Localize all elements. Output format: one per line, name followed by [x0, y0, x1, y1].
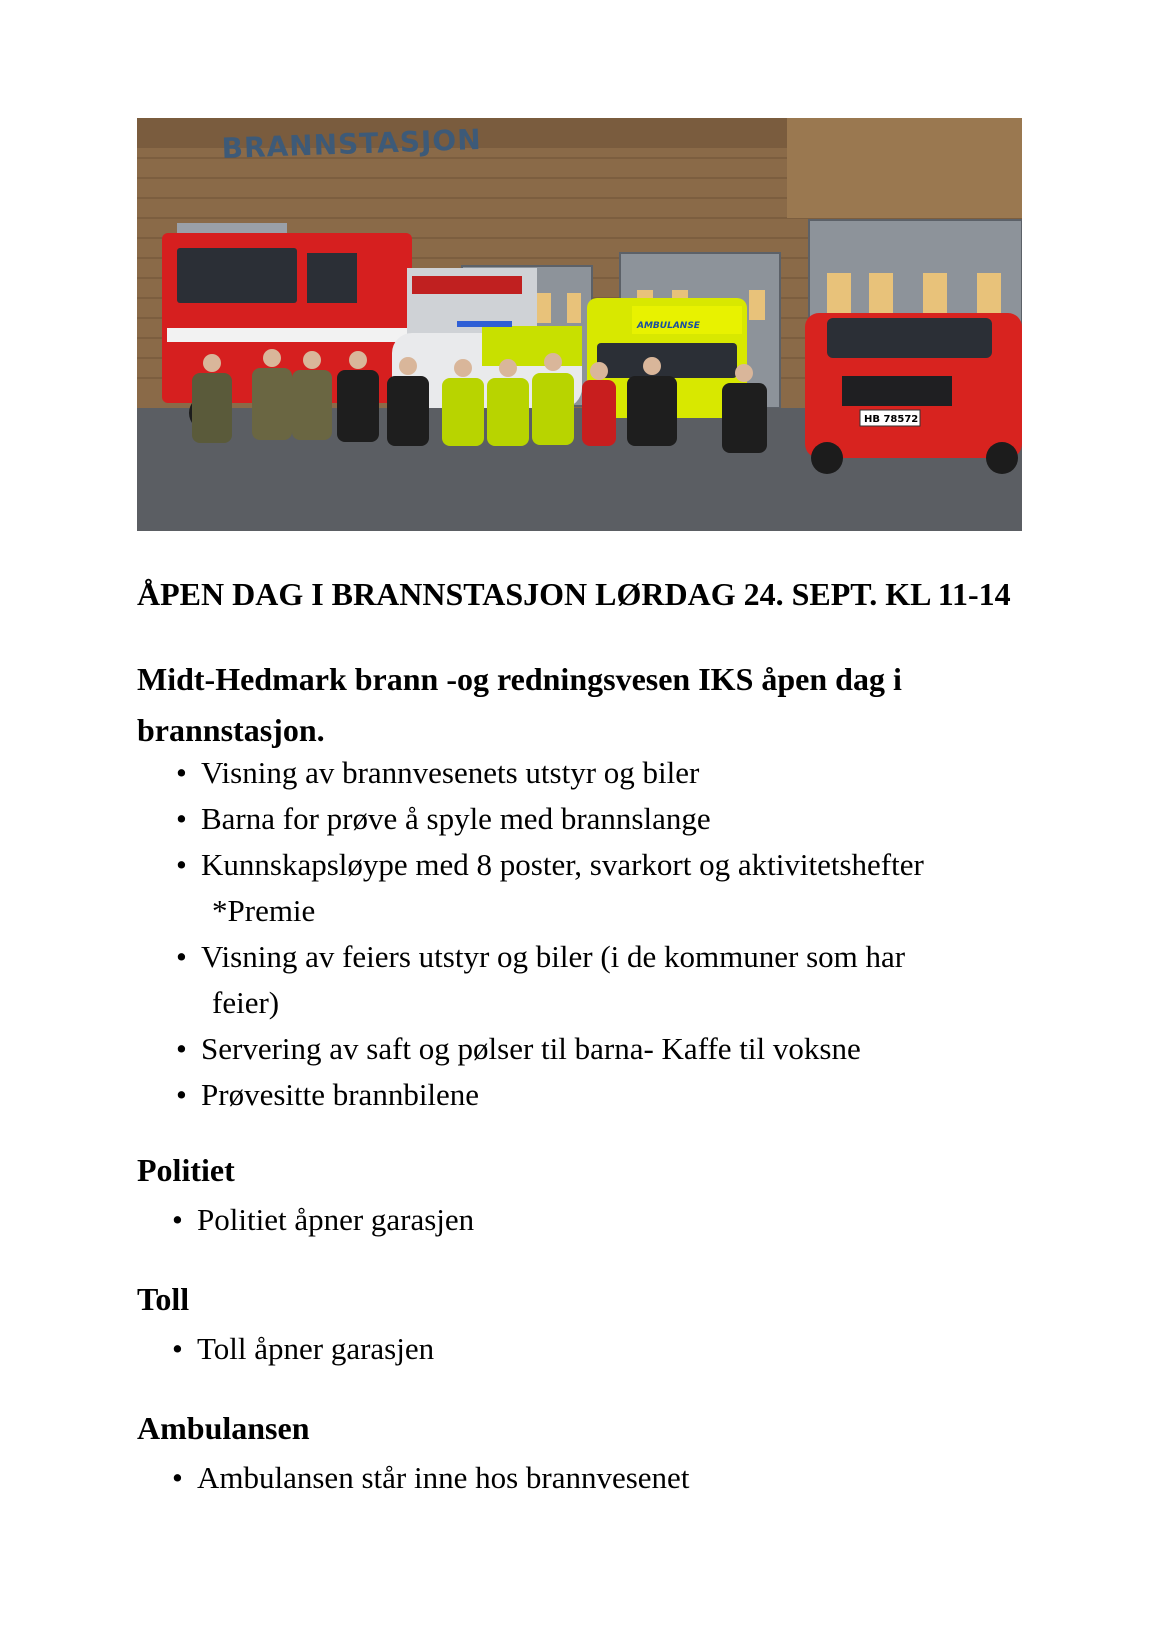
list-item-continuation: *Premie — [212, 893, 316, 928]
bullet-icon: • — [176, 847, 187, 882]
license-plate-text: HB 78572 — [864, 414, 919, 425]
bullet-icon: • — [176, 1077, 187, 1112]
bullet-icon: • — [176, 801, 187, 836]
ambulance-text: AMBULANSE — [637, 321, 700, 331]
list-item: • Visning av feiers utstyr og biler (i de kommuner som har feier) — [201, 934, 1041, 1026]
bullet-icon: • — [172, 1202, 183, 1237]
bullet-icon: • — [176, 939, 187, 974]
list-item: • Toll åpner garasjen — [197, 1326, 434, 1372]
section-heading-toll: Toll — [137, 1281, 190, 1317]
list-item: • Servering av saft og pølser til barna- Kaffe til voksne — [201, 1026, 1041, 1072]
list-item: • Kunnskapsløype med 8 poster, svarkort og aktivitetshefter *Premie — [201, 842, 1041, 934]
bullet-icon: • — [176, 755, 187, 790]
section-list-ambulansen — [172, 1455, 690, 1501]
section-list-politiet — [172, 1197, 475, 1243]
list-item-continuation: feier) — [212, 985, 280, 1020]
section-heading-politiet: Politiet — [137, 1152, 235, 1188]
subtitle: Midt-Hedmark brann -og redningsvesen IKS åpen dag i brannstasjon. — [137, 661, 902, 748]
bullet-icon: • — [176, 1031, 187, 1066]
list-item: • Ambulansen står inne hos brannvesenet — [197, 1455, 689, 1501]
section-list-toll — [172, 1326, 435, 1372]
fire-station-photo — [137, 118, 1022, 531]
page-title: ÅPEN DAG I BRANNSTASJON LØRDAG 24. SEPT. KL 11-14 — [137, 576, 1011, 612]
list-item: • Politiet åpner garasjen — [197, 1197, 474, 1243]
station-sign-text: BRANNSTASJON — [221, 122, 483, 165]
bullet-icon: • — [172, 1460, 183, 1495]
list-item: • Visning av brannvesenets utstyr og biler — [201, 750, 1041, 796]
activity-list — [176, 750, 1041, 1118]
section-heading-ambulansen: Ambulansen — [137, 1410, 310, 1446]
list-item: • Barna for prøve å spyle med brannslange — [201, 796, 1041, 842]
list-item: • Prøvesitte brannbilene — [201, 1072, 1041, 1118]
bullet-icon: • — [172, 1331, 183, 1366]
